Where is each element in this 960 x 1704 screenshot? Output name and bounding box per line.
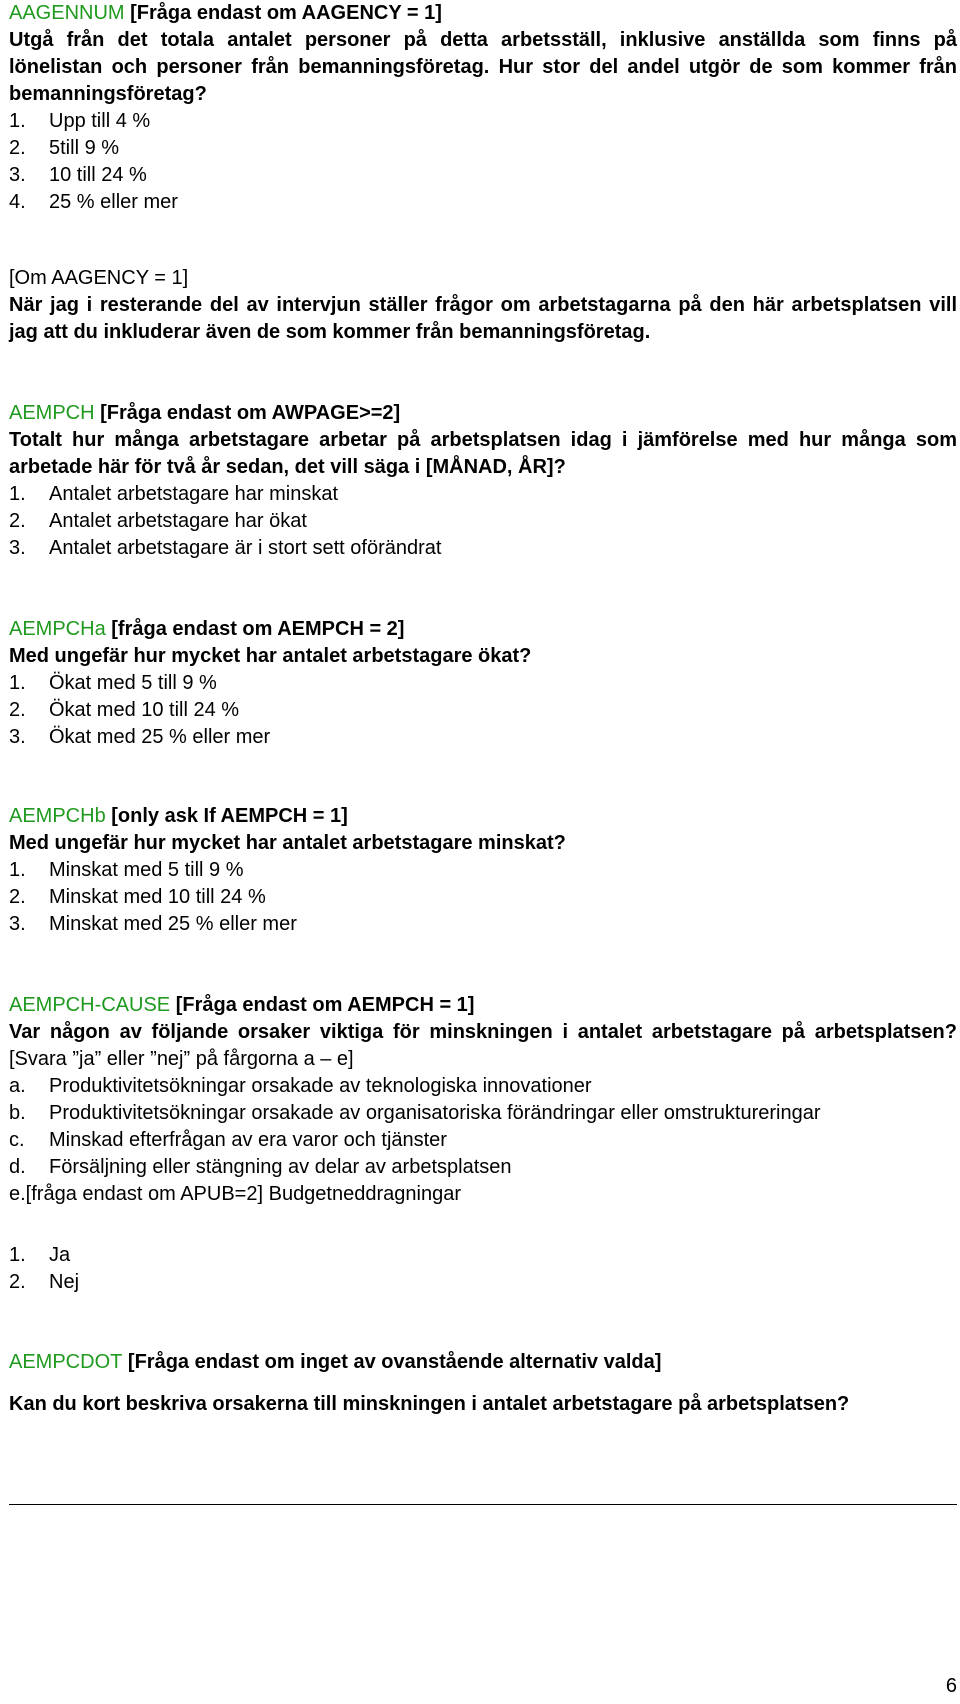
answer-line xyxy=(9,1504,957,1505)
option: 4. 25 % eller mer xyxy=(9,191,178,213)
option: 2. Ökat med 10 till 24 % xyxy=(9,699,240,721)
option-list xyxy=(9,481,957,562)
option: 1. Minskat med 5 till 9 % xyxy=(9,859,244,881)
option: 1. Antalet arbetstagare har minskat xyxy=(9,483,339,505)
item: e.[fråga endast om APUB=2] Budgetneddragningar xyxy=(9,1183,461,1205)
option-list xyxy=(9,108,957,216)
question-aempch xyxy=(9,400,957,562)
option-list xyxy=(9,857,957,938)
condition: [fråga endast om AEMPCH = 2] xyxy=(111,618,405,640)
option: 2. Minskat med 10 till 24 % xyxy=(9,886,266,908)
question-aempch-cause xyxy=(9,992,957,1296)
question-text: Kan du kort beskriva orsakerna till minskningen i antalet arbetstagare på arbetsplatsen? xyxy=(9,1393,850,1415)
answer-option: 1. Ja xyxy=(9,1244,71,1266)
variable-name: AEMPCHa xyxy=(9,618,106,640)
item: d. Försäljning eller stängning av delar av arbetsplatsen xyxy=(9,1156,512,1178)
option: 1. Ökat med 5 till 9 % xyxy=(9,672,217,694)
option: 3. 10 till 24 % xyxy=(9,164,147,186)
variable-name: AAGENNUM xyxy=(9,2,125,24)
item: a. Produktivitetsökningar orsakade av teknologiska innovationer xyxy=(9,1075,592,1097)
condition: [Fråga endast om AWPAGE>=2] xyxy=(100,402,401,424)
condition: [Fråga endast om AAGENCY = 1] xyxy=(130,2,442,24)
answer-list xyxy=(9,1242,957,1296)
question-aempcdot xyxy=(9,1349,957,1418)
item-list xyxy=(9,1073,957,1208)
page-number: 6 xyxy=(945,1675,957,1697)
variable-name: AEMPCDOT xyxy=(9,1351,123,1373)
condition: [Fråga endast om inget av ovanstående alternativ valda] xyxy=(127,1351,662,1373)
option: 2. 5till 9 % xyxy=(9,137,120,159)
option: 1. Upp till 4 % xyxy=(9,110,151,132)
question-aagennum xyxy=(9,0,957,216)
option: 3. Ökat med 25 % eller mer xyxy=(9,726,271,748)
condition: [only ask If AEMPCH = 1] xyxy=(111,805,348,827)
condition: [Om AAGENCY = 1] xyxy=(9,267,189,289)
question-text: Var någon av följande orsaker viktiga för minskningen i antalet arbetstagare på arbetsplatsen? [Svara ”ja” eller ”nej” på fårgorna a – e] xyxy=(9,1021,957,1070)
item: b. Produktivitetsökningar orsakade av organisatoriska förändringar eller omstruktureringar xyxy=(9,1102,821,1124)
option: 3. Antalet arbetstagare är i stort sett oförändrat xyxy=(9,537,442,559)
question-text: Totalt hur många arbetstagare arbetar på arbetsplatsen idag i jämförelse med hur många som arbetade här för två år sedan, det vill säga i [MÅNAD, ÅR]? xyxy=(9,429,957,478)
question-aempchb xyxy=(9,803,957,938)
instruction: [Svara ”ja” eller ”nej” på fårgorna a – e] xyxy=(9,1048,354,1070)
note-text: När jag i resterande del av intervjun ställer frågor om arbetstagarna på den här arbetsplatsen vill jag att du inkluderar även de som kommer från bemanningsföretag. xyxy=(9,294,957,343)
question-text: Med ungefär hur mycket har antalet arbetstagare minskat? xyxy=(9,832,566,854)
variable-name: AEMPCH xyxy=(9,402,95,424)
condition: [Fråga endast om AEMPCH = 1] xyxy=(175,994,475,1016)
question-text: Med ungefär hur mycket har antalet arbetstagare ökat? xyxy=(9,645,532,667)
item: c. Minskad efterfrågan av era varor och tjänster xyxy=(9,1129,447,1151)
question-aempcha xyxy=(9,616,957,751)
interviewer-note xyxy=(9,265,957,346)
option: 2. Antalet arbetstagare har ökat xyxy=(9,510,307,532)
question-text: Utgå från det totala antalet personer på detta arbetsställ, inklusive anställda som finns på lönelistan och personer från bemanningsföretag. Hur stor del andel utgör de som kommer från bemanningsföretag? xyxy=(9,29,957,105)
option-list xyxy=(9,670,957,751)
variable-name: AEMPCHb xyxy=(9,805,106,827)
answer-option: 2. Nej xyxy=(9,1271,80,1293)
option: 3. Minskat med 25 % eller mer xyxy=(9,913,297,935)
variable-name: AEMPCH-CAUSE xyxy=(9,994,171,1016)
